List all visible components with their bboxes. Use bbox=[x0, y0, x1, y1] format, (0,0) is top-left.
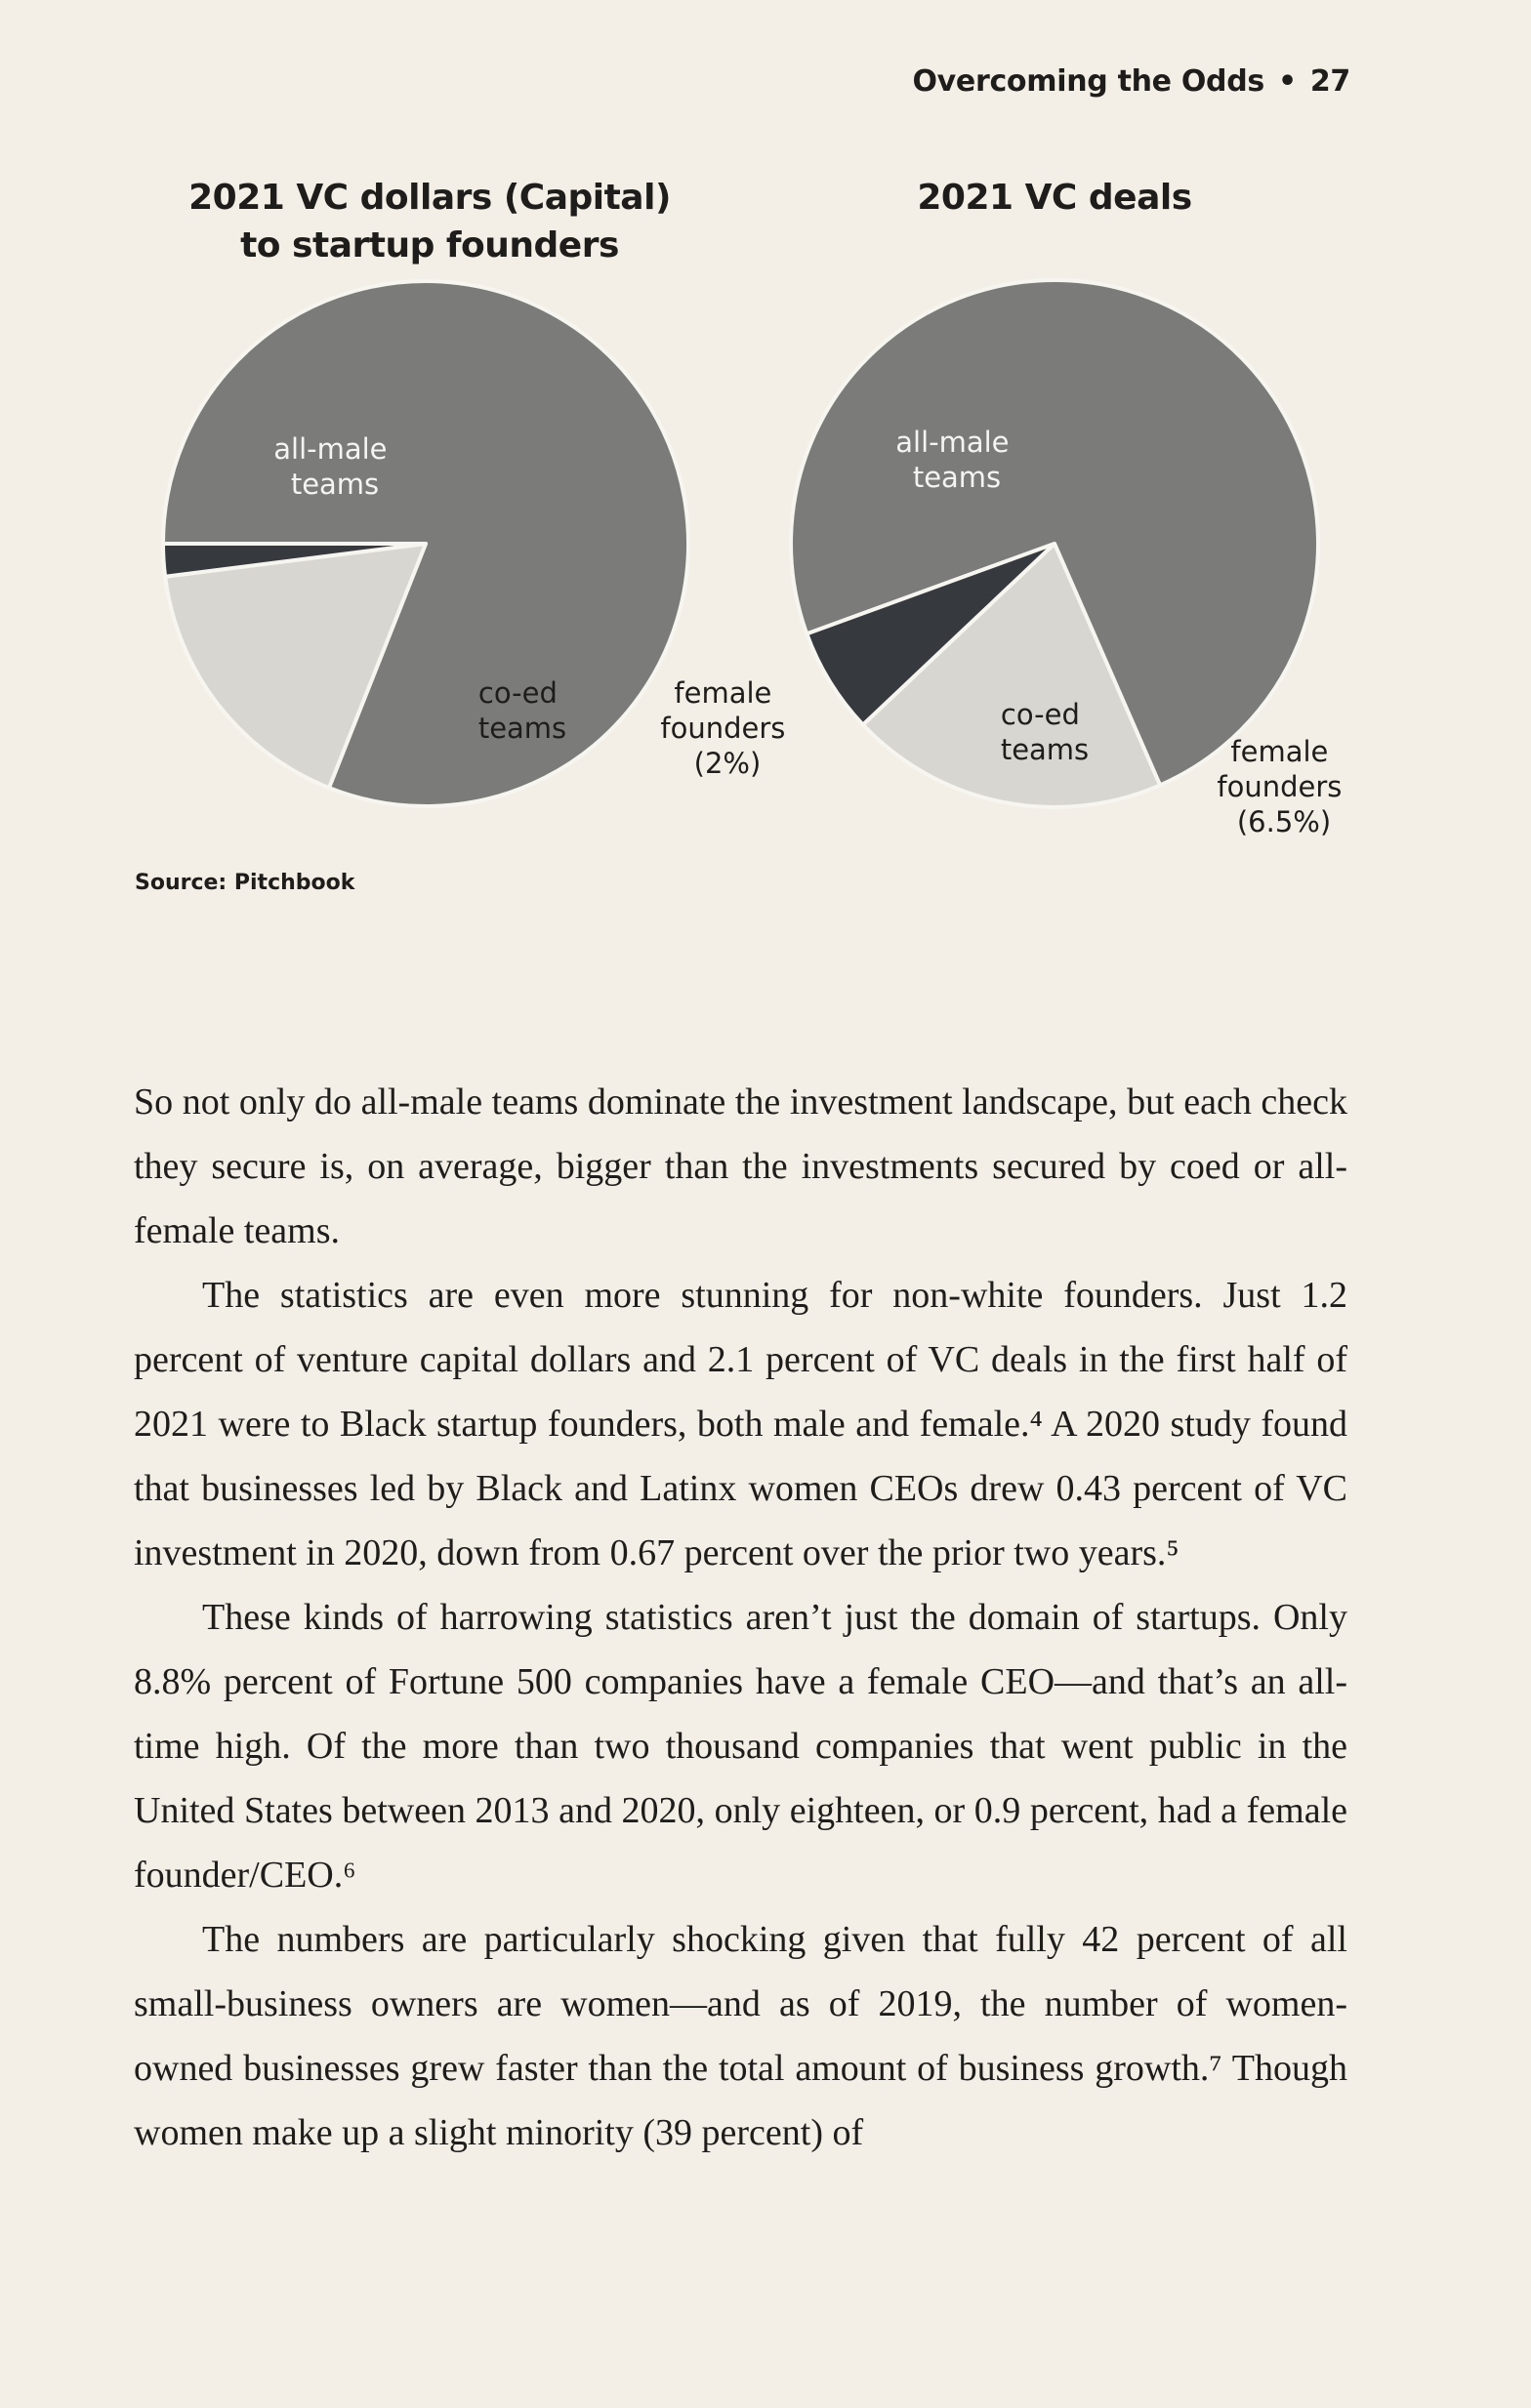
body-text bbox=[134, 1070, 1347, 2165]
paragraph: The statistics are even more stunning for non-white founders. Just 1.2 percent of venture capital dollars and 2.1 percent of VC deals in the first half of 2021 were to Black startup founders, both male and female.⁴ A 2020 study found that businesses led by Black and Latinx women CEOs drew 0.43 percent of VC investment in 2020, down from 0.67 percent over the prior two years.⁵ bbox=[134, 1275, 1347, 1573]
chart-title-line: 2021 VC deals bbox=[917, 178, 1192, 218]
slice-label-line: all-male bbox=[273, 432, 388, 466]
slice-label-line: founders bbox=[660, 712, 786, 745]
slice-label-line: co-ed bbox=[1000, 698, 1080, 731]
paragraph: The numbers are particularly shocking given that fully 42 percent of all small-business owners are women—and as of 2019, the number of women-owned businesses grew faster than the total amount of business growth.⁷ Though women make up a slight minority (39 percent) of bbox=[134, 1919, 1347, 2153]
pie-slices bbox=[163, 281, 688, 806]
running-header-title: Overcoming the Odds bbox=[912, 64, 1264, 99]
slice-label-line: co-ed bbox=[477, 676, 558, 710]
slice-label-line: all-male bbox=[895, 426, 1010, 459]
slice-label-line: teams bbox=[912, 461, 1002, 494]
chart-source: Source: Pitchbook bbox=[135, 871, 355, 895]
slice-label-line: founders bbox=[1217, 770, 1343, 803]
page-number: 27 bbox=[1309, 64, 1350, 99]
slice-label-line: (2%) bbox=[693, 747, 762, 780]
running-header bbox=[912, 64, 1350, 99]
header-separator: • bbox=[1277, 64, 1297, 99]
slice-label-line: female bbox=[1230, 735, 1329, 768]
slice-label-line: female bbox=[674, 676, 772, 710]
chart-title-vc-deals bbox=[820, 174, 1289, 222]
slice-label-line: teams bbox=[290, 468, 380, 501]
slice-label-line: teams bbox=[477, 712, 567, 745]
slice-label-female bbox=[1217, 735, 1350, 838]
slice-label-line: teams bbox=[1000, 733, 1090, 766]
pie-chart-vc-deals bbox=[762, 254, 1386, 859]
chart-title-line: 2021 VC dollars (Capital) bbox=[188, 178, 671, 218]
chart-title-line: to startup founders bbox=[240, 225, 619, 265]
pie-chart-vc-dollars bbox=[146, 254, 820, 869]
slice-label-line: (6.5%) bbox=[1236, 805, 1332, 838]
paragraph: So not only do all-male teams dominate the investment landscape, but each check they secure is, on average, bigger than the investments secured by coed or all-female teams. bbox=[134, 1082, 1347, 1251]
paragraph: These kinds of harrowing statistics aren’t just the domain of startups. Only 8.8% percent of Fortune 500 companies have a female CEO—and that’s an all-time high. Of the more than two thousand companies that went public in the United States between 2013 and 2020, only eighteen, or 0.9 percent, had a female founder/CEO.⁶ bbox=[134, 1597, 1347, 1896]
